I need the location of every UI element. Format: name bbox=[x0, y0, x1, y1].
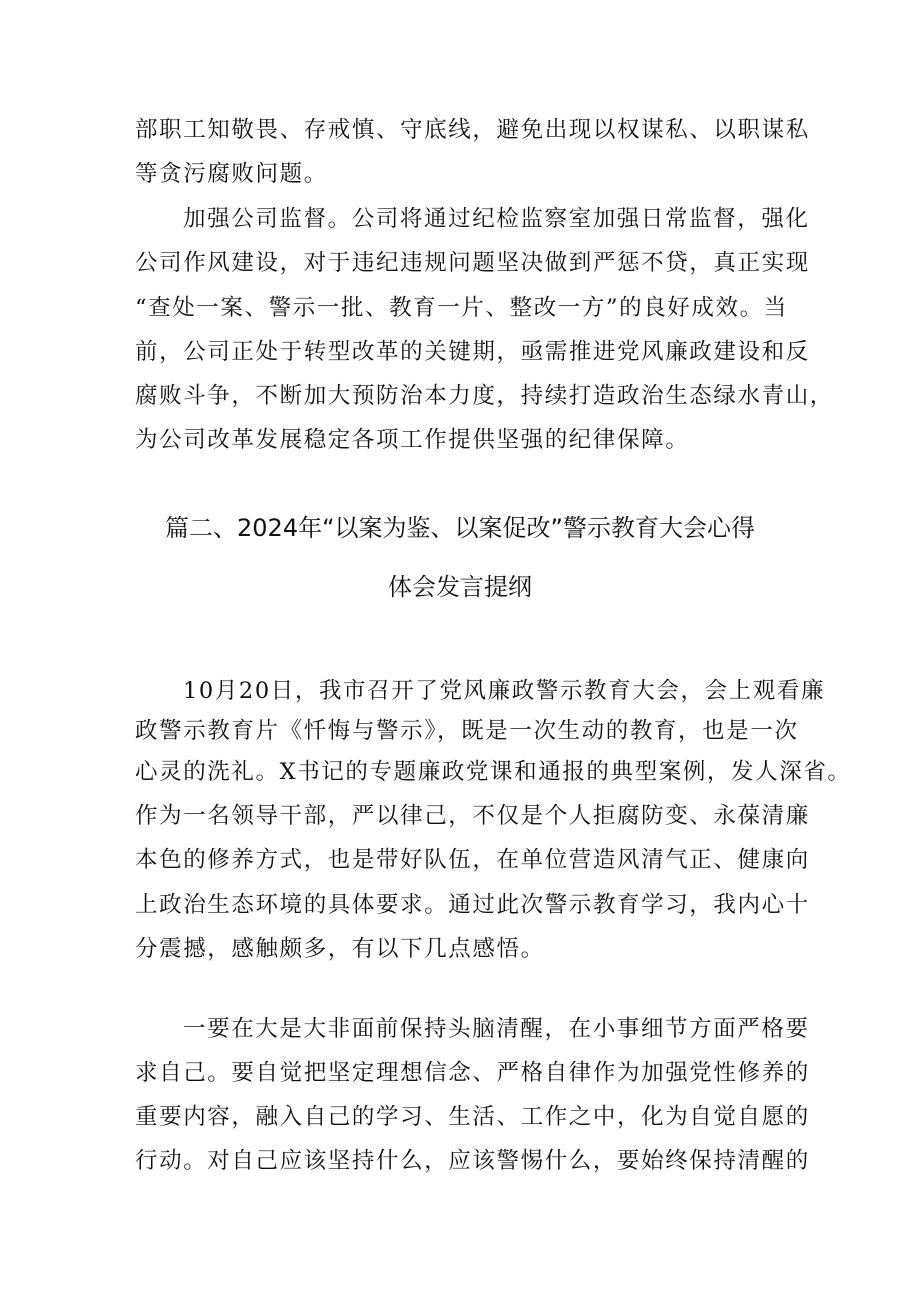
paragraph-line: 为公司改革发展稳定各项工作提供坚强的纪律保障。 bbox=[135, 427, 690, 453]
paragraph-line: 政警示教育片《忏悔与警示》，既是一次生动的教育，也是一次 bbox=[135, 718, 799, 744]
paragraph-line: 本色的修养方式，也是带好队伍，在单位营造风清气正、健康向 bbox=[135, 847, 810, 873]
section-title-line-2: 体会发言提纲 bbox=[388, 573, 532, 601]
paragraph-line: 心灵的洗礼。X书记的专题廉政党课和通报的典型案例，发人深省。 bbox=[135, 759, 852, 785]
paragraph-line: 部职工知敬畏、存戒慎、守底线，避免出现以权谋私、以职谋私 bbox=[135, 117, 810, 143]
paragraph-line: 等贪污腐败问题。 bbox=[135, 161, 328, 187]
paragraph-line: 公司作风建设，对于违纪违规问题坚决做到严惩不贷，真正实现 bbox=[135, 250, 810, 276]
paragraph-line: 腐败斗争，不断加大预防治本力度，持续打造政治生态绿水青山， bbox=[135, 383, 834, 409]
paragraph-line: 10月20日，我市召开了党风廉政警示教育大会，会上观看廉 bbox=[183, 678, 826, 704]
paragraph-line: 分震撼，感触颇多，有以下几点感悟。 bbox=[135, 936, 545, 962]
section-title-line-1: 篇二、2024年“以案为鉴、以案促改”警示教育大会心得 bbox=[165, 514, 755, 542]
paragraph-line: 行动。对自己应该坚持什么，应该警惕什么，要始终保持清醒的 bbox=[135, 1148, 810, 1174]
paragraph-line: 前，公司正处于转型改革的关键期，亟需推进党风廉政建设和反 bbox=[135, 339, 810, 365]
paragraph-line: “查处一案、警示一批、教育一片、整改一方”的良好成效。当 bbox=[135, 295, 788, 321]
paragraph-line: 作为一名领导干部，严以律己，不仅是个人拒腐防变、永葆清廉 bbox=[135, 803, 810, 829]
paragraph-line: 加强公司监督。公司将通过纪检监察室加强日常监督，强化 bbox=[183, 206, 810, 232]
paragraph-line: 重要内容，融入自己的学习、生活、工作之中，化为自觉自愿的 bbox=[135, 1104, 810, 1130]
paragraph-line: 求自己。要自觉把坚定理想信念、严格自律作为加强党性修养的 bbox=[135, 1060, 810, 1086]
paragraph-line: 上政治生态环境的具体要求。通过此次警示教育学习，我内心十 bbox=[135, 892, 810, 918]
paragraph-line: 一要在大是大非面前保持头脑清醒，在小事细节方面严格要 bbox=[183, 1016, 810, 1042]
